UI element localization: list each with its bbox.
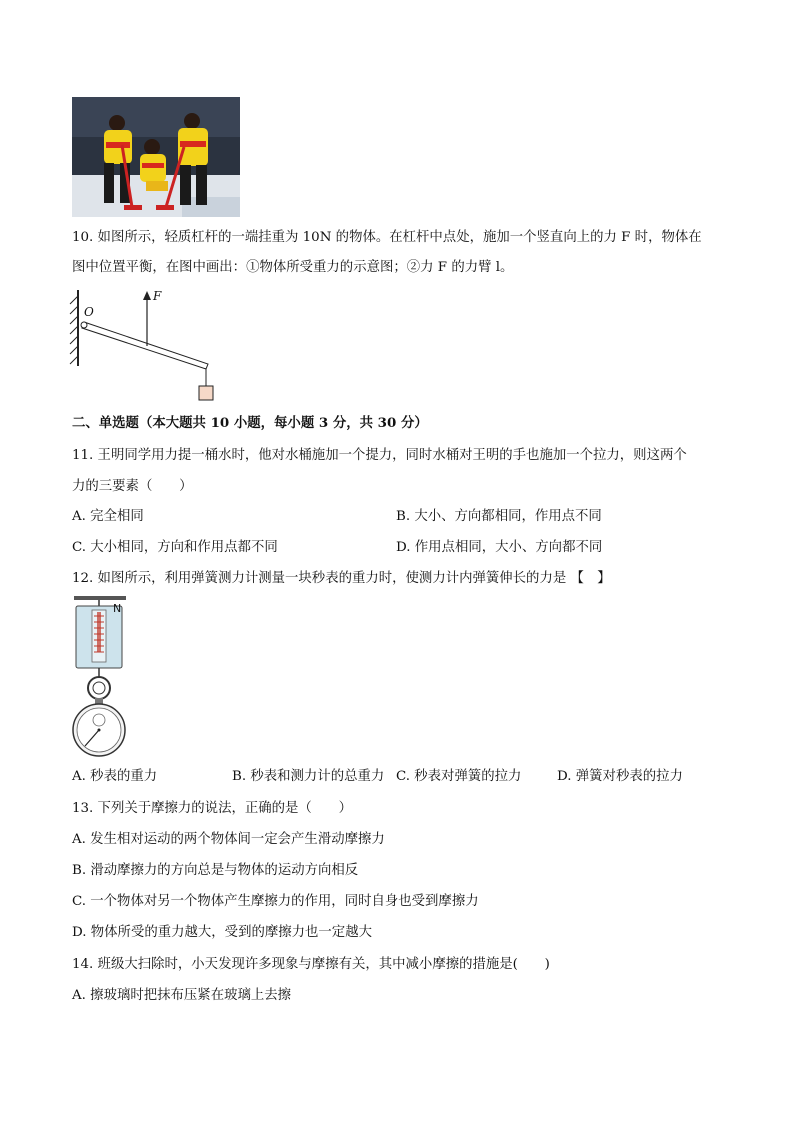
q11-text-line2: 力的三要素（ ）: [72, 479, 193, 494]
q13-option-c: C. 一个物体对另一个物体产生摩擦力的作用，同时自身也受到摩擦力: [72, 894, 479, 909]
scale-unit-label: N: [113, 602, 122, 615]
q12-option-a: A. 秒表的重力: [72, 769, 158, 784]
q10-text: 10. 如图所示，轻质杠杆的一端挂重为 10N 的物体。在杠杆中点处，施加一个竖直向上的力 F 时，物体在: [72, 230, 702, 245]
q11-option-c: C. 大小相同，方向和作用点都不同: [72, 540, 278, 555]
q11-option-b: B. 大小、方向都相同，作用点不同: [396, 509, 602, 524]
q11-option-a: A. 完全相同: [72, 509, 144, 524]
pivot-label: O: [84, 305, 94, 319]
q12-option-b: B. 秒表和测力计的总重力: [232, 769, 385, 784]
q12-option-c: C. 秒表对弹簧的拉力: [396, 769, 522, 784]
q12-text: 12. 如图所示，利用弹簧测力计测量一块秒表的重力时，使测力计内弹簧伸长的力是 【 】: [72, 571, 611, 586]
q13-option-a: A. 发生相对运动的两个物体间一定会产生滑动摩擦力: [72, 832, 385, 847]
q11-text: 11. 王明同学用力提一桶水时，他对水桶施加一个提力，同时水桶对王明的手也施加一个拉力，则这两个: [72, 448, 687, 463]
q14-text: 14. 班级大扫除时，小天发现许多现象与摩擦有关，其中减小摩擦的措施是( ): [72, 957, 550, 972]
q13-option-b: B. 滑动摩擦力的方向总是与物体的运动方向相反: [72, 863, 359, 878]
q10-text-line2: 图中位置平衡，在图中画出：①物体所受重力的示意图；②力 F 的力臂 l。: [72, 260, 514, 275]
curling-photo: [72, 97, 240, 217]
force-label: F: [153, 289, 162, 303]
q14-option-a: A. 擦玻璃时把抹布压紧在玻璃上去擦: [72, 988, 292, 1003]
spring-scale-diagram: [70, 596, 130, 760]
section-title: 二、单选题（本大题共 10 小题，每小题 3 分，共 30 分）: [72, 415, 428, 431]
q13-text: 13. 下列关于摩擦力的说法，正确的是（ ）: [72, 801, 352, 816]
q11-option-d: D. 作用点相同，大小、方向都不同: [396, 540, 603, 555]
q12-option-d: D. 弹簧对秒表的拉力: [557, 769, 683, 784]
q13-option-d: D. 物体所受的重力越大，受到的摩擦力也一定越大: [72, 925, 372, 940]
